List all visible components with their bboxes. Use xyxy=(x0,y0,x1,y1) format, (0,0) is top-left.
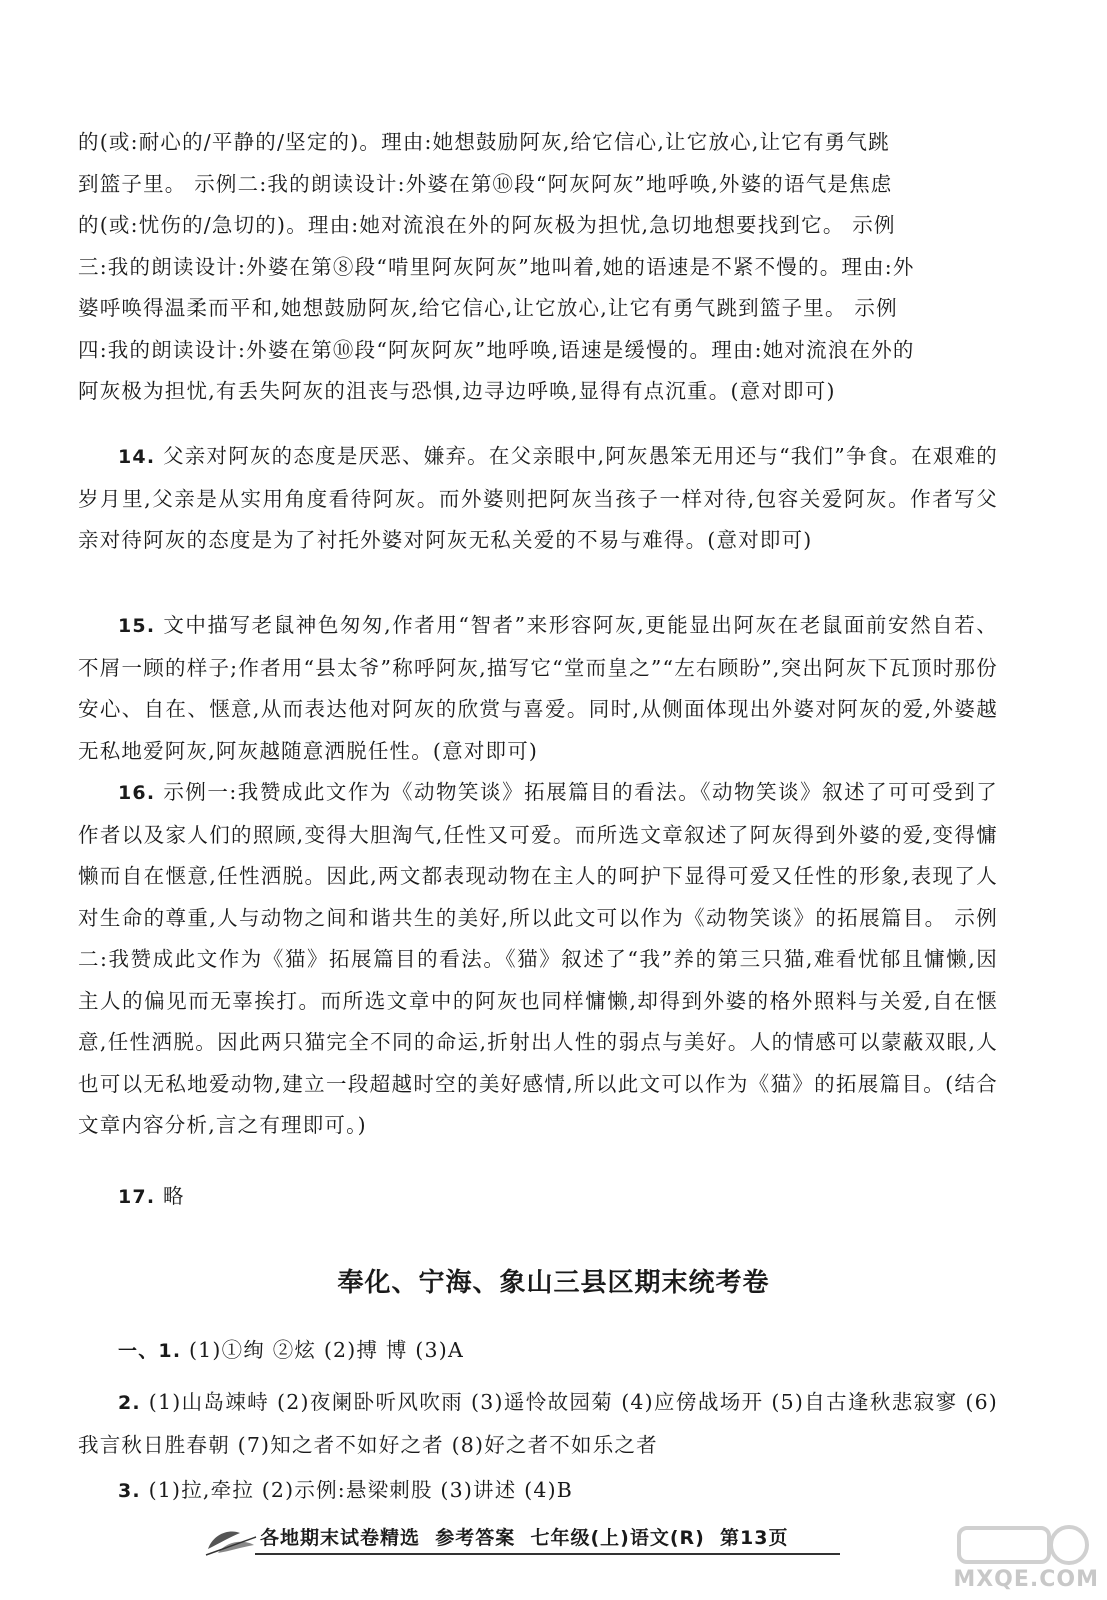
question-number: 14. xyxy=(118,446,156,468)
answer-14 xyxy=(78,436,998,562)
question-number: 一、1. xyxy=(118,1340,182,1362)
answer-text: 父亲对阿灰的态度是厌恶、嫌弃。在父亲眼中,阿灰愚笨无用还与“我们”争食。在艰难的岁月里,父亲是从实用角度看待阿灰。而外婆则把阿灰当孩子一样对待,包容关爱阿灰。作者写父亲对待阿灰的态度是为了衬托外婆对阿灰无私关爱的不易与难得。(意对即可) xyxy=(78,444,998,552)
answer-text: 文中描写老鼠神色匆匆,作者用“智者”来形容阿灰,更能显出阿灰在老鼠面前安然自若、不屑一顾的样子;作者用“县太爷”称呼阿灰,描写它“堂而皇之”“左右顾盼”,突出阿灰下瓦顶时那份安心、自在、惬意,从而表达他对阿灰的欣赏与喜爱。同时,从侧面体现出外婆对阿灰的爱,外婆越无私地爱阿灰,阿灰越随意洒脱任性。(意对即可) xyxy=(78,613,998,763)
section-answer-3 xyxy=(78,1470,998,1513)
answer-13-line: 三:我的朗读设计:外婆在第⑧段“啃里阿灰阿灰”地叫着,她的语速是不紧不慢的。理由:外 xyxy=(78,254,915,279)
watermark-logo-icon xyxy=(949,1520,1099,1570)
watermark xyxy=(949,1520,1099,1592)
answer-13-line: 到篮子里。 示例二:我的朗读设计:外婆在第⑩段“阿灰阿灰”地呼唤,外婆的语气是焦虑 xyxy=(78,171,893,196)
footer-divider xyxy=(255,1553,840,1555)
answer-text: (1)拉,牵拉 (2)示例:悬梁刺股 (3)讲述 (4)B xyxy=(148,1478,574,1502)
answer-13-line: 阿灰极为担忧,有丢失阿灰的沮丧与恐惧,边寻边呼唤,显得有点沉重。(意对即可) xyxy=(78,379,836,403)
watermark-text: MXQE.COM xyxy=(953,1567,1099,1592)
question-number: 2. xyxy=(118,1392,141,1414)
answer-13-line: 的(或:耐心的/平静的/坚定的)。理由:她想鼓励阿灰,给它信心,让它放心,让它有勇气跳 xyxy=(78,130,890,154)
answer-text: 略 xyxy=(162,1184,185,1208)
question-number: 17. xyxy=(118,1186,156,1208)
answer-16 xyxy=(78,772,998,1147)
section-answer-2 xyxy=(78,1382,998,1466)
page-footer xyxy=(200,1519,840,1559)
answer-13-continued xyxy=(78,122,998,413)
answer-17 xyxy=(78,1176,998,1219)
question-number: 3. xyxy=(118,1480,141,1502)
answer-text: 示例一:我赞成此文作为《动物笑谈》拓展篇目的看法。《动物笑谈》叙述了可可受到了作者以及家人们的照顾,变得大胆淘气,任性又可爱。而所选文章叙述了阿灰得到外婆的爱,变得慵懒而自在惬意,任性洒脱。因此,两文都表现动物在主人的呵护下显得可爱又任性的形象,表现了人对生命的尊重,人与动物之间和谐共生的美好,所以此文可以作为《动物笑谈》的拓展篇目。 示例二:我赞成此文作为《猫》拓展篇目的看法。《猫》叙述了“我”养的第三只猫,难看忧郁且慵懒,因主人的偏见而无辜挨打。而所选文章中的阿灰也同样慵懒,却得到外婆的格外照料与关爱,自在惬意,任性洒脱。因此两只猫完全不同的命运,折射出人性的弱点与美好。人的情感可以蒙蔽双眼,人也可以无私地爱动物,建立一段超越时空的美好感情,所以此文可以作为《猫》的拓展篇目。(结合文章内容分析,言之有理即可。) xyxy=(78,780,998,1137)
answer-13-line: 四:我的朗读设计:外婆在第⑩段“阿灰阿灰”地呼唤,语速是缓慢的。理由:她对流浪在外的 xyxy=(78,337,915,362)
answer-text: (1)①绚 ②炫 (2)搏 博 (3)A xyxy=(188,1338,464,1362)
leaf-ornament-icon xyxy=(200,1519,260,1559)
question-number: 16. xyxy=(118,782,156,804)
answer-13-line: 的(或:忧伤的/急切的)。理由:她对流浪在外的阿灰极为担忧,急切地想要找到它。 示例 xyxy=(78,213,896,237)
section-answer-1 xyxy=(78,1330,998,1373)
footer-text: 各地期末试卷精选 参考答案 七年级(上)语文(R) 第13页 xyxy=(260,1527,789,1549)
answer-15 xyxy=(78,605,998,772)
question-number: 15. xyxy=(118,615,156,637)
section-title: 奉化、宁海、象山三县区期末统考卷 xyxy=(337,1268,770,1298)
answer-13-line: 婆呼唤得温柔而平和,她想鼓励阿灰,给它信心,让它放心,让它有勇气跳到篮子里。 示例 xyxy=(78,296,898,320)
answer-text: (1)山岛竦峙 (2)夜阑卧听风吹雨 (3)遥怜故园菊 (4)应傍战场开 (5)自古逢秋悲寂寥 (6)我言秋日胜春朝 (7)知之者不如好之者 (8)好之者不如乐之者 xyxy=(78,1390,999,1457)
